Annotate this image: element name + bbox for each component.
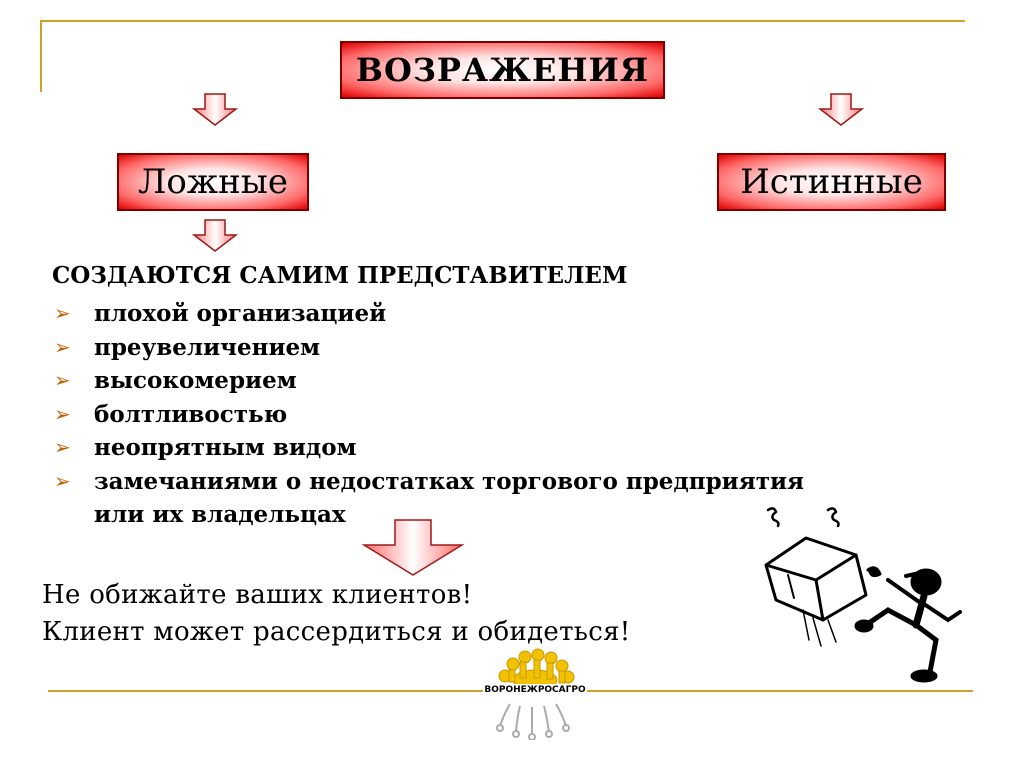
arrowhead-bullet-icon: ➢ (54, 435, 71, 459)
arrowhead-bullet-icon: ➢ (54, 468, 71, 493)
down-arrow-icon (362, 519, 464, 577)
false-label: Ложные (138, 162, 288, 202)
false-objections-box (117, 153, 309, 211)
list-item: ➢ плохой организацией (52, 297, 804, 331)
arrowhead-bullet-icon: ➢ (54, 401, 71, 426)
arrowhead-bullet-icon: ➢ (54, 368, 71, 392)
list-item: ➢ преувеличением (52, 331, 804, 365)
list-item: ➢ высокомерием (52, 364, 804, 398)
arrowhead-bullet-icon: ➢ (54, 301, 71, 325)
arrowhead-bullet-icon: ➢ (54, 334, 71, 359)
left-rule (40, 20, 42, 92)
conclusion-line-1: Не обижайте ваших клиентов! (42, 580, 473, 610)
false-objections-heading: СОЗДАЮТСЯ САМИМ ПРЕДСТАВИТЕЛЕМ (52, 262, 628, 289)
page-title: ВОЗРАЖЕНИЯ (355, 51, 650, 89)
conclusion-line-2: Клиент может рассердиться и обидеться! (42, 617, 631, 647)
down-arrow-icon (192, 219, 238, 253)
down-arrow-icon (818, 93, 864, 127)
list-item: ➢ болтливостью (52, 398, 804, 432)
list-item: ➢ неопрятным видом (52, 431, 804, 465)
top-rule (40, 20, 965, 22)
logo-label: ВОРОНЕЖРОСАГРО (484, 685, 586, 695)
list-item-continuation: или их владельцах (94, 501, 346, 528)
true-label: Истинные (740, 162, 923, 202)
list-item: ➢ замечаниями о недостатках торгового предприятия или их владельцах (52, 465, 804, 532)
down-arrow-icon (192, 93, 238, 127)
objection-causes-list (52, 297, 804, 532)
man-kicking-box-icon (748, 500, 978, 690)
title-box (340, 41, 665, 99)
true-objections-box (717, 153, 946, 211)
